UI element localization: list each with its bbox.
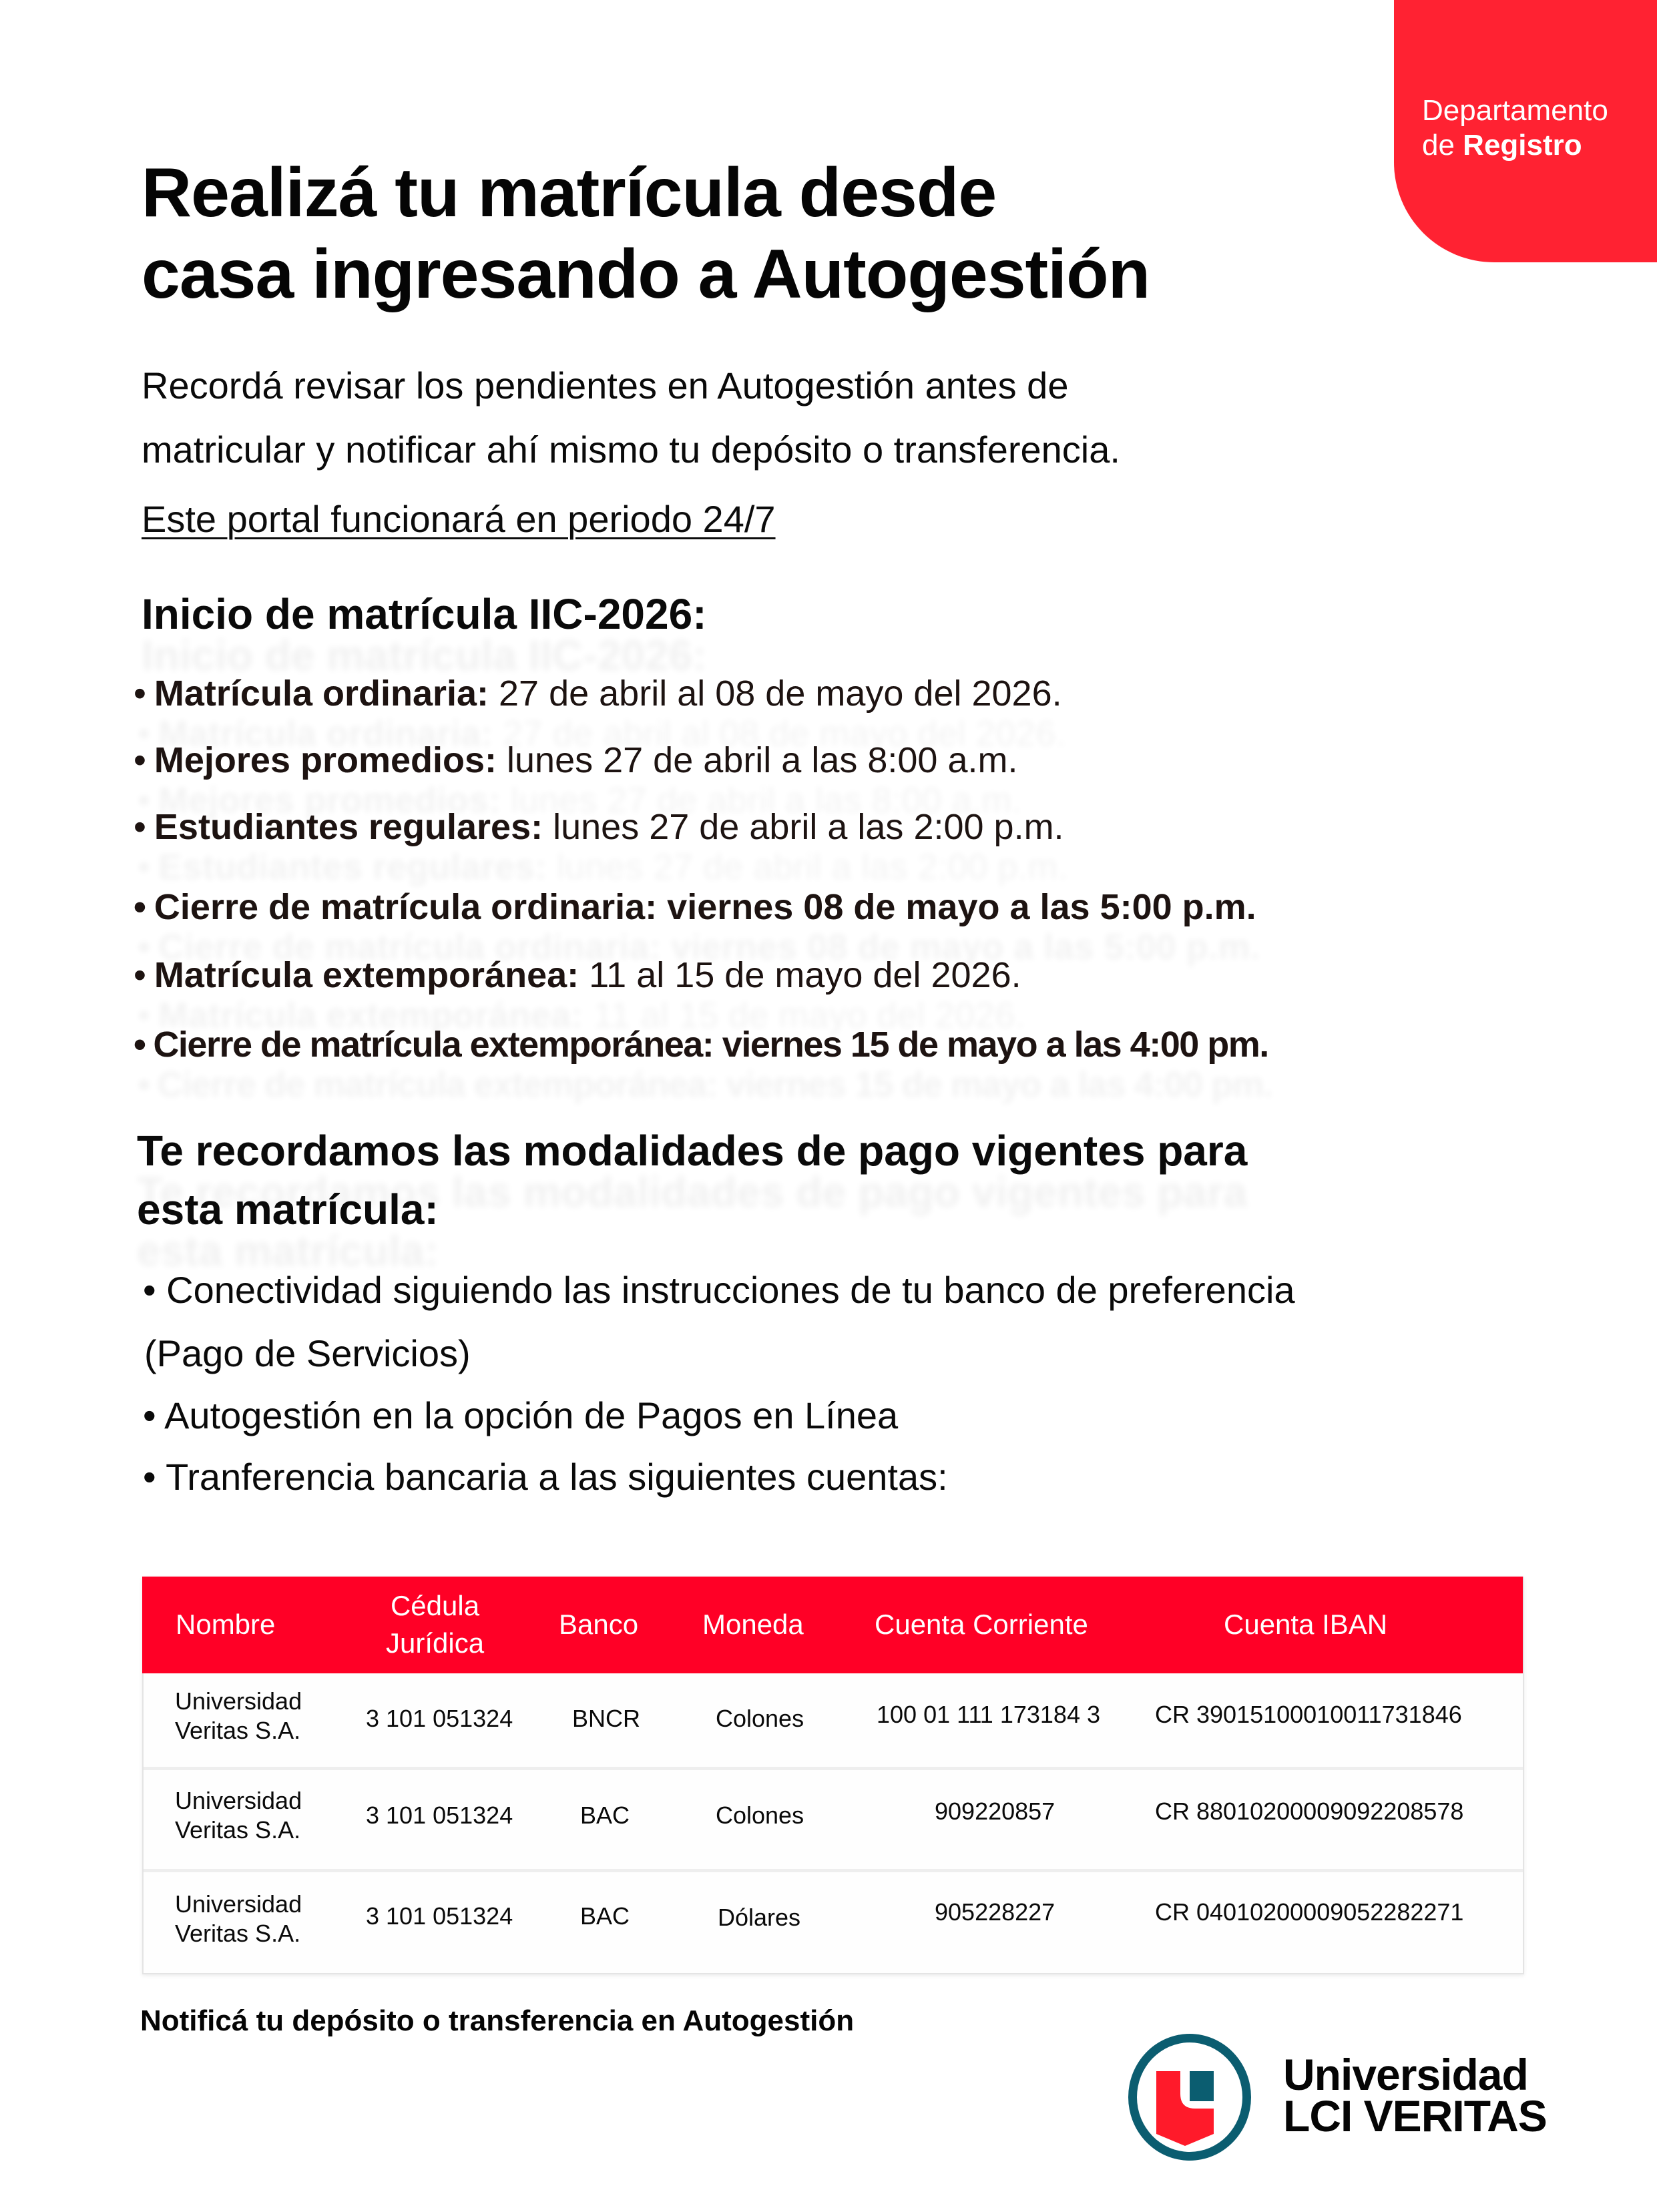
payment-heading-line-1: Te recordamos las modalidades de pago vigentes para bbox=[137, 1127, 1248, 1175]
payment-method-item: • Autogestión en la opción de Pagos en Línea bbox=[143, 1394, 899, 1436]
cell-nombre-line-2: Veritas S.A. bbox=[175, 1717, 301, 1744]
logo-line-2: LCI VERITAS bbox=[1283, 2091, 1547, 2141]
schedule-label: Cierre de matrícula ordinaria: bbox=[154, 887, 658, 927]
department-name bbox=[1422, 128, 1582, 163]
cell-cedula: 3 101 051324 bbox=[366, 1802, 513, 1829]
column-header-cuenta-iban: Cuenta IBAN bbox=[1224, 1609, 1388, 1640]
schedule-item bbox=[134, 886, 1256, 928]
cell-moneda: Colones bbox=[716, 1705, 804, 1732]
payment-method-item-continued: (Pago de Servicios) bbox=[144, 1332, 471, 1374]
cell-iban[interactable]: CR 88010200009092208578 bbox=[1155, 1798, 1464, 1825]
column-header-nombre: Nombre bbox=[176, 1609, 276, 1640]
cell-cuenta-corriente[interactable]: 905228227 bbox=[935, 1898, 1055, 1926]
schedule-label: Estudiantes regulares: bbox=[154, 807, 543, 847]
payment-heading-line-2: esta matrícula: bbox=[137, 1185, 439, 1233]
table-row bbox=[144, 1770, 1523, 1872]
bullet-icon: • bbox=[134, 955, 146, 995]
bullet-icon: • bbox=[134, 887, 146, 927]
cell-moneda: Colones bbox=[716, 1802, 804, 1829]
cell-nombre-line-1: Universidad bbox=[175, 1890, 302, 1918]
cell-moneda: Dólares bbox=[718, 1904, 801, 1931]
title-line-2: casa ingresando a Autogestión bbox=[142, 236, 1150, 313]
intro-line-1: Recordá revisar los pendientes en Autogestión antes de bbox=[142, 364, 1069, 406]
schedule-value: lunes 27 de abril a las 8:00 a.m. bbox=[497, 740, 1018, 780]
bullet-icon: • bbox=[134, 807, 146, 847]
table-row bbox=[144, 1874, 1523, 1972]
intro-paragraph bbox=[142, 354, 1120, 482]
cell-nombre-line-1: Universidad bbox=[175, 1787, 302, 1814]
schedule-item bbox=[134, 1024, 1268, 1065]
cell-nombre-line-2: Veritas S.A. bbox=[175, 1816, 301, 1844]
schedule-value: viernes 08 de mayo a las 5:00 p.m. bbox=[657, 887, 1256, 927]
cell-cedula: 3 101 051324 bbox=[366, 1902, 513, 1930]
notify-deposit-note: Notificá tu depósito o transferencia en Autogestión bbox=[140, 2004, 855, 2037]
cell-cedula: 3 101 051324 bbox=[366, 1705, 513, 1732]
column-header-banco: Banco bbox=[559, 1609, 639, 1640]
schedule-value: lunes 27 de abril a las 2:00 p.m. bbox=[543, 807, 1064, 847]
cell-banco: BAC bbox=[580, 1902, 630, 1930]
bullet-icon: • bbox=[134, 740, 146, 780]
schedule-item bbox=[134, 673, 1062, 714]
column-header-cedula bbox=[386, 1587, 484, 1662]
schedule-label: Cierre de matrícula extemporánea: bbox=[153, 1025, 714, 1065]
payment-method-item: • Conectividad siguiendo las instrucciones de tu banco de preferencia bbox=[143, 1269, 1295, 1311]
department-label: Departamento bbox=[1422, 94, 1608, 127]
cell-iban[interactable]: CR 39015100010011731846 bbox=[1155, 1701, 1462, 1728]
cell-banco: BAC bbox=[580, 1802, 630, 1829]
schedule-item bbox=[134, 740, 1017, 781]
bank-accounts-table bbox=[142, 1577, 1524, 1974]
table-header bbox=[142, 1577, 1523, 1673]
bullet-icon: • bbox=[134, 673, 146, 714]
cell-cuenta-corriente[interactable]: 909220857 bbox=[935, 1798, 1055, 1825]
cell-nombre-line-2: Veritas S.A. bbox=[175, 1920, 301, 1947]
department-prefix: de bbox=[1422, 129, 1463, 162]
cell-banco: BNCR bbox=[572, 1705, 641, 1732]
title-line-1: Realizá tu matrícula desde bbox=[142, 154, 997, 232]
cell-nombre bbox=[175, 1786, 335, 1845]
logo-line-1: Universidad bbox=[1283, 2050, 1528, 2099]
department-registro: Registro bbox=[1463, 129, 1582, 162]
cell-iban[interactable]: CR 04010200009052282271 bbox=[1155, 1898, 1464, 1926]
schedule-label: Matrícula extemporánea: bbox=[154, 955, 579, 995]
cell-nombre-line-1: Universidad bbox=[175, 1687, 302, 1715]
page-title bbox=[142, 152, 1150, 315]
cell-nombre bbox=[175, 1687, 335, 1745]
payment-method-item: • Tranferencia bancaria a las siguientes cuentas: bbox=[143, 1456, 948, 1498]
logo-shield-icon bbox=[1128, 2034, 1251, 2161]
cell-nombre bbox=[175, 1890, 335, 1948]
column-header-moneda: Moneda bbox=[702, 1609, 804, 1640]
intro-line-2: matricular y notificar ahí mismo tu depósito o transferencia. bbox=[142, 429, 1120, 471]
university-logo bbox=[1128, 2026, 1576, 2179]
logo-wordmark bbox=[1283, 2050, 1547, 2141]
cell-cuenta-corriente[interactable]: 100 01 111 173184 3 bbox=[877, 1701, 1100, 1728]
bullet-icon: • bbox=[134, 1025, 146, 1065]
schedule-value: viernes 15 de mayo a las 4:00 pm. bbox=[713, 1025, 1268, 1065]
schedule-item bbox=[134, 954, 1021, 996]
column-header-cuenta-corriente: Cuenta Corriente bbox=[875, 1609, 1088, 1640]
schedule-label: Mejores promedios: bbox=[154, 740, 497, 780]
schedule-item bbox=[134, 806, 1064, 848]
schedule-heading: Inicio de matrícula IIC-2026: bbox=[142, 590, 707, 638]
schedule-label: Matrícula ordinaria: bbox=[154, 673, 489, 714]
schedule-value: 27 de abril al 08 de mayo del 2026. bbox=[489, 673, 1062, 714]
schedule-value: 11 al 15 de mayo del 2026. bbox=[579, 955, 1021, 995]
column-header-cedula-line-2: Jurídica bbox=[386, 1627, 485, 1659]
department-badge bbox=[1394, 0, 1657, 262]
column-header-cedula-line-1: Cédula bbox=[390, 1590, 480, 1621]
table-row bbox=[144, 1673, 1523, 1770]
payment-heading bbox=[137, 1121, 1247, 1239]
portal-availability-note: Este portal funcionará en periodo 24/7 bbox=[142, 498, 776, 540]
